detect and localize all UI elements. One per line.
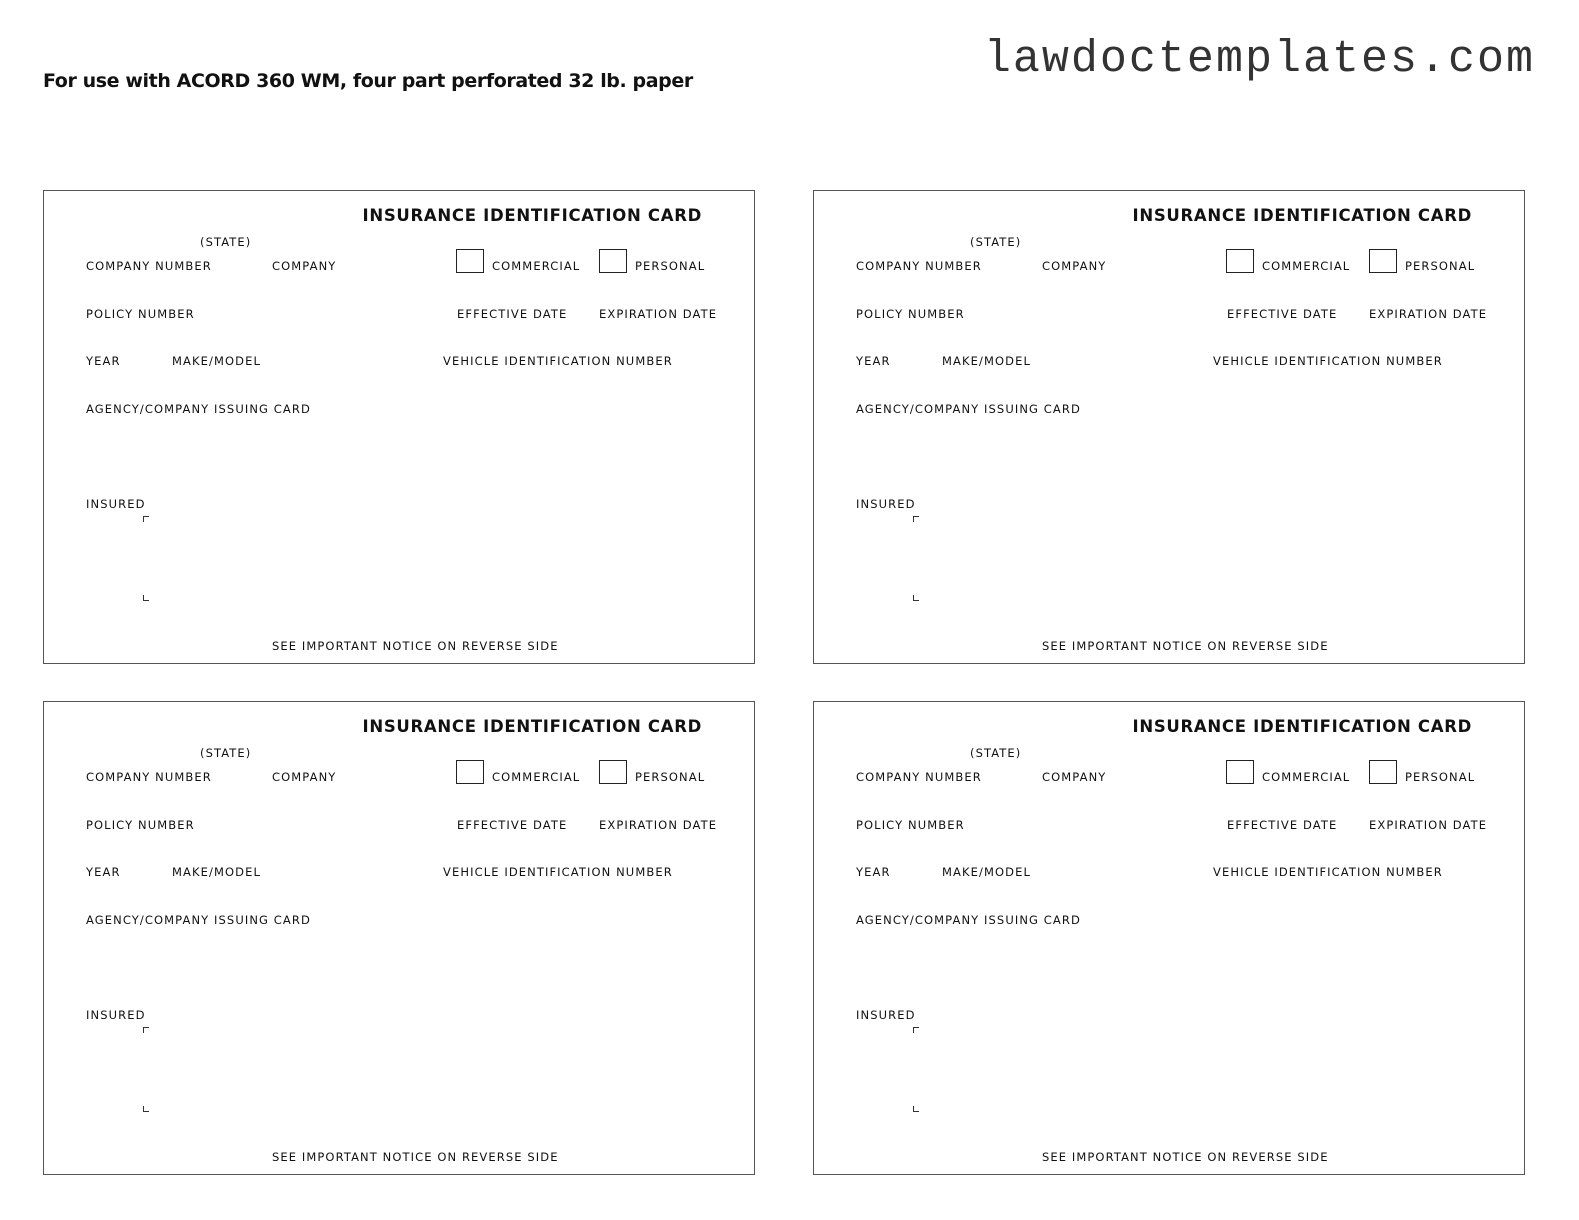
insurance-id-card: [43, 190, 755, 664]
address-window-corner-bottom: [913, 595, 919, 601]
state-label: (STATE): [970, 235, 1022, 249]
state-label: (STATE): [970, 746, 1022, 760]
agency-label: AGENCY/COMPANY ISSUING CARD: [86, 402, 311, 416]
year-label: YEAR: [86, 354, 121, 368]
company-number-label: COMPANY NUMBER: [86, 259, 212, 273]
address-window-corner-top: [143, 516, 149, 522]
commercial-checkbox[interactable]: [1226, 249, 1254, 273]
company-number-label: COMPANY NUMBER: [856, 770, 982, 784]
commercial-label: COMMERCIAL: [492, 259, 581, 273]
effective-date-label: EFFECTIVE DATE: [1227, 818, 1338, 832]
address-window-corner-bottom: [143, 595, 149, 601]
personal-checkbox[interactable]: [599, 249, 627, 273]
make-model-label: MAKE/MODEL: [942, 865, 1031, 879]
insurance-id-card: [43, 701, 755, 1175]
state-label: (STATE): [200, 235, 252, 249]
effective-date-label: EFFECTIVE DATE: [457, 307, 568, 321]
commercial-checkbox[interactable]: [456, 760, 484, 784]
card-title: INSURANCE IDENTIFICATION CARD: [362, 717, 702, 736]
effective-date-label: EFFECTIVE DATE: [457, 818, 568, 832]
commercial-checkbox[interactable]: [456, 249, 484, 273]
company-label: COMPANY: [1042, 259, 1107, 273]
personal-label: PERSONAL: [1405, 259, 1476, 273]
insured-label: INSURED: [856, 1008, 916, 1022]
policy-number-label: POLICY NUMBER: [856, 307, 965, 321]
policy-number-label: POLICY NUMBER: [86, 307, 195, 321]
company-number-label: COMPANY NUMBER: [86, 770, 212, 784]
insured-label: INSURED: [856, 497, 916, 511]
personal-checkbox[interactable]: [599, 760, 627, 784]
year-label: YEAR: [856, 865, 891, 879]
insurance-id-card: [813, 701, 1525, 1175]
expiration-date-label: EXPIRATION DATE: [599, 307, 718, 321]
card-title: INSURANCE IDENTIFICATION CARD: [1132, 717, 1472, 736]
company-label: COMPANY: [272, 259, 337, 273]
commercial-checkbox[interactable]: [1226, 760, 1254, 784]
make-model-label: MAKE/MODEL: [942, 354, 1031, 368]
agency-label: AGENCY/COMPANY ISSUING CARD: [856, 913, 1081, 927]
vin-label: VEHICLE IDENTIFICATION NUMBER: [1213, 865, 1443, 879]
reverse-side-notice: SEE IMPORTANT NOTICE ON REVERSE SIDE: [1042, 1150, 1329, 1164]
card-title: INSURANCE IDENTIFICATION CARD: [1132, 206, 1472, 225]
personal-checkbox[interactable]: [1369, 249, 1397, 273]
expiration-date-label: EXPIRATION DATE: [599, 818, 718, 832]
form-usage-note: For use with ACORD 360 WM, four part perforated 32 lb. paper: [43, 70, 693, 92]
insurance-id-card: [813, 190, 1525, 664]
insured-label: INSURED: [86, 497, 146, 511]
company-number-label: COMPANY NUMBER: [856, 259, 982, 273]
address-window-corner-top: [143, 1027, 149, 1033]
site-watermark: lawdoctemplates.com: [983, 34, 1535, 85]
company-label: COMPANY: [272, 770, 337, 784]
company-label: COMPANY: [1042, 770, 1107, 784]
agency-label: AGENCY/COMPANY ISSUING CARD: [86, 913, 311, 927]
expiration-date-label: EXPIRATION DATE: [1369, 818, 1488, 832]
make-model-label: MAKE/MODEL: [172, 354, 261, 368]
commercial-label: COMMERCIAL: [492, 770, 581, 784]
year-label: YEAR: [86, 865, 121, 879]
address-window-corner-bottom: [913, 1106, 919, 1112]
vin-label: VEHICLE IDENTIFICATION NUMBER: [1213, 354, 1443, 368]
card-title: INSURANCE IDENTIFICATION CARD: [362, 206, 702, 225]
agency-label: AGENCY/COMPANY ISSUING CARD: [856, 402, 1081, 416]
personal-label: PERSONAL: [635, 770, 706, 784]
vin-label: VEHICLE IDENTIFICATION NUMBER: [443, 865, 673, 879]
make-model-label: MAKE/MODEL: [172, 865, 261, 879]
address-window-corner-bottom: [143, 1106, 149, 1112]
commercial-label: COMMERCIAL: [1262, 259, 1351, 273]
effective-date-label: EFFECTIVE DATE: [1227, 307, 1338, 321]
insured-label: INSURED: [86, 1008, 146, 1022]
expiration-date-label: EXPIRATION DATE: [1369, 307, 1488, 321]
reverse-side-notice: SEE IMPORTANT NOTICE ON REVERSE SIDE: [1042, 639, 1329, 653]
state-label: (STATE): [200, 746, 252, 760]
address-window-corner-top: [913, 516, 919, 522]
commercial-label: COMMERCIAL: [1262, 770, 1351, 784]
address-window-corner-top: [913, 1027, 919, 1033]
personal-label: PERSONAL: [1405, 770, 1476, 784]
personal-label: PERSONAL: [635, 259, 706, 273]
policy-number-label: POLICY NUMBER: [86, 818, 195, 832]
year-label: YEAR: [856, 354, 891, 368]
vin-label: VEHICLE IDENTIFICATION NUMBER: [443, 354, 673, 368]
reverse-side-notice: SEE IMPORTANT NOTICE ON REVERSE SIDE: [272, 639, 559, 653]
policy-number-label: POLICY NUMBER: [856, 818, 965, 832]
personal-checkbox[interactable]: [1369, 760, 1397, 784]
reverse-side-notice: SEE IMPORTANT NOTICE ON REVERSE SIDE: [272, 1150, 559, 1164]
